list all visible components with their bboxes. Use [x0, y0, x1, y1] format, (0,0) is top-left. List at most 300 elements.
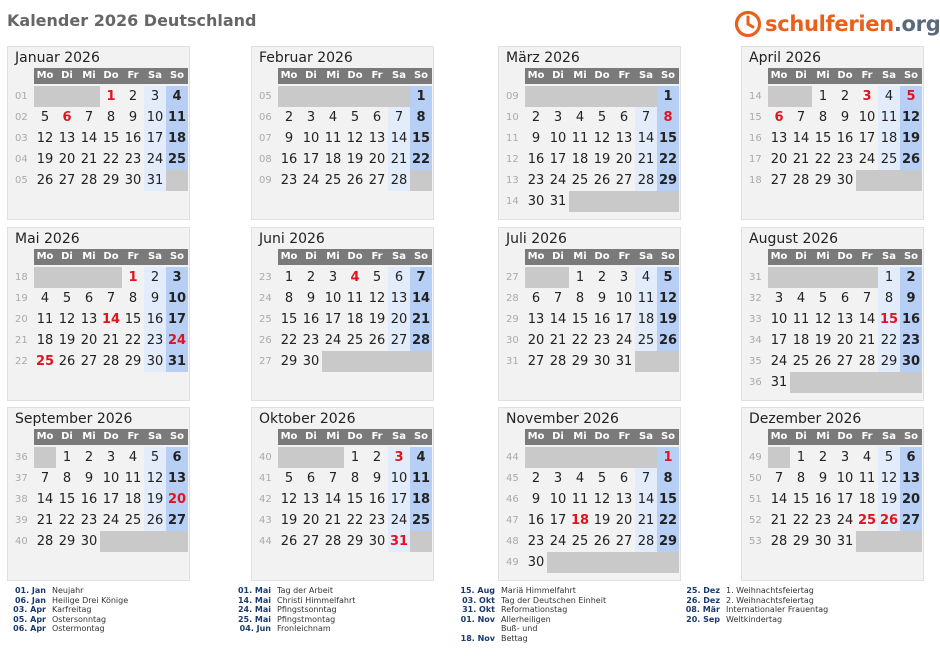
weekday-header-row	[748, 429, 922, 445]
week-row	[14, 267, 188, 288]
weekday-label: Fr	[856, 429, 878, 445]
day-cell: 11	[571, 131, 589, 146]
day-cell: 9	[306, 291, 316, 306]
legend-holiday-name: Neujahr	[52, 586, 84, 595]
day-cell: 11	[166, 107, 188, 128]
day-cell: 17	[388, 489, 410, 510]
week-number: 41	[259, 473, 272, 484]
day-cell: 26	[900, 149, 922, 170]
legend-holiday-name: Reformationstag	[501, 605, 568, 614]
day-cell: 22	[878, 330, 900, 351]
holiday-day-cell: 3	[388, 447, 410, 468]
legend-item	[235, 615, 445, 625]
day-cell: 27	[368, 173, 386, 188]
legend-holiday-name: Ostersonntag	[52, 614, 107, 624]
week-number: 43	[259, 515, 272, 526]
day-cell: 28	[635, 531, 657, 552]
holiday-day-cell: 1	[657, 447, 679, 468]
holiday-day-cell: 14	[101, 312, 121, 327]
week-number: 27	[506, 272, 519, 283]
month-day-grid	[748, 429, 922, 552]
day-cell: 8	[878, 288, 900, 309]
week-row	[748, 372, 922, 393]
month-card	[741, 407, 924, 581]
month-card	[498, 407, 681, 581]
day-cell: 7	[635, 107, 657, 128]
day-cell: 11	[410, 468, 432, 489]
weekday-label: Mi	[569, 68, 591, 84]
month-card	[251, 227, 434, 401]
day-cell: 25	[635, 330, 657, 351]
weekday-label: Mi	[812, 429, 834, 445]
day-cell: 30	[80, 534, 98, 549]
day-cell: 14	[792, 131, 810, 146]
day-cell: 21	[80, 152, 98, 167]
weekday-label: Sa	[388, 429, 410, 445]
week-row	[748, 351, 922, 372]
week-row	[505, 510, 679, 531]
week-number: 24	[259, 293, 272, 304]
day-cell: 19	[36, 152, 54, 167]
legend-date: 14. Mai	[237, 595, 271, 605]
day-cell: 2	[84, 450, 94, 465]
week-number: 40	[259, 452, 272, 463]
holiday-day-cell: 4	[350, 270, 360, 285]
day-cell: 23	[527, 534, 545, 549]
week-row	[748, 288, 922, 309]
day-cell: 3	[144, 86, 166, 107]
legend-date: 05. Apr	[13, 614, 46, 624]
day-cell: 20	[615, 152, 633, 167]
week-row	[258, 468, 432, 489]
day-cell: 18	[410, 489, 432, 510]
day-cell: 12	[814, 312, 832, 327]
day-cell: 3	[306, 110, 316, 125]
day-cell: 18	[858, 492, 876, 507]
day-cell: 29	[280, 354, 298, 369]
day-cell: 27	[80, 354, 98, 369]
week-row	[258, 107, 432, 128]
day-cell: 30	[836, 173, 854, 188]
day-cell: 15	[346, 492, 364, 507]
legend-item	[235, 586, 445, 596]
week-number: 13	[506, 175, 519, 186]
legend-item	[684, 615, 894, 625]
day-cell: 25	[166, 149, 188, 170]
weekday-label: Sa	[878, 249, 900, 265]
weekday-label: So	[900, 68, 922, 84]
weekday-label: So	[657, 249, 679, 265]
legend-column	[684, 586, 894, 624]
day-cell: 18	[635, 309, 657, 330]
day-cell: 17	[549, 513, 567, 528]
day-cell: 7	[410, 267, 432, 288]
day-cell: 15	[657, 489, 679, 510]
day-cell: 11	[878, 107, 900, 128]
weekday-label: Mo	[278, 68, 300, 84]
weekday-label: Mo	[768, 249, 790, 265]
day-cell: 24	[324, 333, 342, 348]
empty-day-block	[569, 191, 679, 212]
day-cell: 4	[796, 291, 806, 306]
weekday-label: Di	[56, 68, 78, 84]
legend-date: 08. Mär	[685, 605, 720, 614]
day-cell: 27	[836, 354, 854, 369]
weekday-label: Mi	[322, 429, 344, 445]
empty-day-block	[856, 170, 922, 191]
day-cell: 30	[900, 351, 922, 372]
day-cell: 2	[128, 89, 138, 104]
day-cell: 21	[770, 513, 788, 528]
week-row	[505, 531, 679, 552]
weekday-label: Mo	[34, 68, 56, 84]
day-cell: 16	[124, 131, 142, 146]
day-cell: 24	[549, 173, 567, 188]
legend-item	[684, 586, 894, 596]
day-cell: 22	[410, 149, 432, 170]
week-number: 45	[506, 473, 519, 484]
weekday-label: Fr	[613, 68, 635, 84]
week-number: 33	[749, 314, 762, 325]
weekday-header-row	[258, 249, 432, 265]
legend-column	[459, 586, 669, 643]
week-number: 51	[749, 494, 762, 505]
day-cell: 28	[410, 330, 432, 351]
legend-date: 15. Aug	[460, 586, 495, 595]
weekday-label: Fr	[856, 249, 878, 265]
day-cell: 2	[144, 267, 166, 288]
day-cell: 29	[657, 170, 679, 191]
day-cell: 1	[62, 450, 72, 465]
day-cell: 8	[62, 471, 72, 486]
day-cell: 25	[410, 510, 432, 531]
week-row	[258, 86, 432, 107]
week-number: 31	[506, 356, 519, 367]
day-cell: 6	[619, 110, 629, 125]
month-title: November 2026	[506, 411, 619, 427]
week-number: 27	[259, 356, 272, 367]
weekday-label: Di	[56, 249, 78, 265]
weekday-label: So	[410, 68, 432, 84]
week-number-header	[505, 429, 525, 445]
day-cell: 21	[324, 513, 342, 528]
day-cell: 13	[615, 131, 633, 146]
holiday-day-cell: 1	[128, 270, 138, 285]
week-row	[258, 447, 432, 468]
day-cell: 5	[818, 291, 828, 306]
day-cell: 2	[840, 89, 850, 104]
day-cell: 6	[840, 291, 850, 306]
day-cell: 24	[388, 510, 410, 531]
day-cell: 11	[858, 471, 876, 486]
weekday-label: Sa	[144, 429, 166, 445]
holiday-day-cell: 6	[62, 110, 72, 125]
weekday-header-row	[14, 249, 188, 265]
day-cell: 22	[102, 152, 120, 167]
day-cell: 25	[324, 173, 342, 188]
empty-day-block	[34, 447, 56, 468]
weekday-label: Mi	[569, 429, 591, 445]
day-cell: 8	[284, 291, 294, 306]
day-cell: 12	[878, 468, 900, 489]
weekday-label: Do	[344, 429, 366, 445]
day-cell: 20	[527, 333, 545, 348]
week-row	[748, 86, 922, 107]
legend-item	[459, 605, 669, 615]
day-cell: 25	[792, 354, 810, 369]
day-cell: 11	[36, 312, 54, 327]
legend-item	[459, 634, 669, 644]
week-row	[505, 288, 679, 309]
day-cell: 5	[657, 267, 679, 288]
legend-item	[459, 596, 669, 606]
day-cell: 25	[878, 149, 900, 170]
day-cell: 1	[410, 86, 432, 107]
day-cell: 10	[836, 471, 854, 486]
weekday-label: Mo	[525, 429, 547, 445]
day-cell: 7	[553, 291, 563, 306]
day-cell: 3	[328, 270, 338, 285]
weekday-label: Sa	[878, 68, 900, 84]
weekday-label: Di	[300, 68, 322, 84]
weekday-header-row	[258, 68, 432, 84]
day-cell: 7	[388, 107, 410, 128]
week-number-header	[14, 249, 34, 265]
day-cell: 12	[36, 131, 54, 146]
day-cell: 20	[615, 513, 633, 528]
day-cell: 23	[593, 333, 611, 348]
month-day-grid	[258, 68, 432, 191]
holiday-day-cell: 20	[166, 489, 188, 510]
empty-day-block	[768, 267, 878, 288]
month-title: Juli 2026	[506, 231, 567, 247]
day-cell: 29	[102, 173, 120, 188]
week-number: 18	[15, 272, 28, 283]
weekday-label: Di	[790, 429, 812, 445]
day-cell: 21	[549, 333, 567, 348]
day-cell: 11	[324, 131, 342, 146]
month-title: Januar 2026	[15, 50, 100, 66]
week-number: 48	[506, 536, 519, 547]
day-cell: 12	[900, 107, 922, 128]
legend-date: 01. Jan	[14, 586, 46, 595]
day-cell: 27	[166, 510, 188, 531]
week-number: 02	[15, 112, 28, 123]
weekday-header-row	[748, 249, 922, 265]
month-card	[741, 46, 924, 220]
legend-date: 20. Sep	[686, 614, 720, 624]
day-cell: 30	[368, 534, 386, 549]
week-row	[258, 351, 432, 372]
day-cell: 2	[597, 270, 607, 285]
weekday-label: Do	[100, 68, 122, 84]
week-number: 19	[15, 293, 28, 304]
week-number: 25	[259, 314, 272, 325]
day-cell: 3	[553, 110, 563, 125]
holiday-day-cell: 6	[774, 110, 784, 125]
day-cell: 30	[593, 354, 611, 369]
day-cell: 10	[549, 492, 567, 507]
legend-holiday-name: Karfreitag	[52, 605, 92, 614]
legend-item	[235, 596, 445, 606]
day-cell: 9	[531, 492, 541, 507]
day-cell: 11	[346, 291, 364, 306]
day-cell: 15	[280, 312, 298, 327]
day-cell: 27	[58, 173, 76, 188]
week-row	[258, 149, 432, 170]
week-row	[748, 128, 922, 149]
day-cell: 16	[527, 513, 545, 528]
holiday-day-cell: 24	[166, 330, 188, 351]
day-cell: 15	[410, 128, 432, 149]
month-title: Mai 2026	[15, 231, 80, 247]
day-cell: 27	[900, 510, 922, 531]
weekday-label: Sa	[635, 429, 657, 445]
week-row	[258, 267, 432, 288]
empty-day-block	[166, 170, 188, 191]
week-number-header	[14, 429, 34, 445]
day-cell: 15	[571, 312, 589, 327]
day-cell: 23	[900, 330, 922, 351]
week-row	[505, 351, 679, 372]
week-number: 28	[506, 293, 519, 304]
weekday-label: Mo	[768, 429, 790, 445]
day-cell: 7	[84, 110, 94, 125]
day-cell: 8	[796, 471, 806, 486]
day-cell: 20	[368, 152, 386, 167]
day-cell: 6	[531, 291, 541, 306]
day-cell: 10	[324, 291, 342, 306]
day-cell: 13	[80, 312, 98, 327]
month-card	[741, 227, 924, 401]
weekday-label: Mi	[78, 429, 100, 445]
day-cell: 23	[814, 513, 832, 528]
day-cell: 23	[124, 152, 142, 167]
day-cell: 21	[102, 333, 120, 348]
legend-column	[10, 586, 220, 634]
holiday-day-cell: 8	[657, 107, 679, 128]
day-cell: 29	[571, 354, 589, 369]
holiday-day-cell: 5	[900, 86, 922, 107]
weekday-header-row	[14, 68, 188, 84]
day-cell: 9	[84, 471, 94, 486]
week-row	[748, 447, 922, 468]
month-card	[7, 407, 190, 581]
day-cell: 14	[549, 312, 567, 327]
month-day-grid	[505, 429, 679, 573]
day-cell: 14	[410, 288, 432, 309]
weekday-header-row	[748, 68, 922, 84]
day-cell: 10	[858, 110, 876, 125]
day-cell: 11	[635, 288, 657, 309]
day-cell: 1	[878, 267, 900, 288]
day-cell: 26	[144, 510, 166, 531]
weekday-label: Mo	[278, 429, 300, 445]
day-cell: 9	[818, 471, 828, 486]
legend-column	[235, 586, 445, 634]
month-card	[251, 46, 434, 220]
day-cell: 22	[346, 513, 364, 528]
day-cell: 18	[571, 152, 589, 167]
weekday-label: Sa	[388, 249, 410, 265]
day-cell: 13	[302, 492, 320, 507]
weekday-label: Fr	[122, 429, 144, 445]
week-number: 09	[259, 175, 272, 186]
day-cell: 28	[770, 534, 788, 549]
week-number-header	[748, 68, 768, 84]
week-number: 11	[506, 133, 519, 144]
day-cell: 13	[770, 131, 788, 146]
weekday-label: Mi	[812, 68, 834, 84]
empty-day-block	[790, 372, 922, 393]
day-cell: 20	[836, 333, 854, 348]
day-cell: 23	[836, 152, 854, 167]
month-title: Dezember 2026	[749, 411, 862, 427]
day-cell: 10	[144, 107, 166, 128]
weekday-label: Mo	[34, 429, 56, 445]
week-number: 36	[749, 377, 762, 388]
day-cell: 25	[571, 534, 589, 549]
day-cell: 15	[102, 131, 120, 146]
month-title: März 2026	[506, 50, 580, 66]
weekday-label: So	[410, 429, 432, 445]
week-number: 35	[749, 356, 762, 367]
day-cell: 21	[36, 513, 54, 528]
week-number: 12	[506, 154, 519, 165]
day-cell: 17	[615, 312, 633, 327]
empty-day-block	[278, 86, 410, 107]
day-cell: 18	[166, 128, 188, 149]
day-cell: 27	[770, 173, 788, 188]
day-cell: 20	[770, 152, 788, 167]
weekday-label: Di	[547, 68, 569, 84]
month-title: Oktober 2026	[259, 411, 356, 427]
day-cell: 18	[36, 333, 54, 348]
day-cell: 19	[900, 128, 922, 149]
weekday-label: Do	[344, 249, 366, 265]
day-cell: 23	[144, 330, 166, 351]
day-cell: 8	[657, 468, 679, 489]
day-cell: 13	[166, 468, 188, 489]
weekday-label: So	[657, 68, 679, 84]
day-cell: 1	[575, 270, 585, 285]
day-cell: 10	[102, 471, 120, 486]
day-cell: 1	[818, 89, 828, 104]
day-cell: 8	[575, 291, 585, 306]
day-cell: 23	[368, 513, 386, 528]
day-cell: 4	[328, 110, 338, 125]
empty-day-block	[635, 351, 679, 372]
site-logo[interactable]	[734, 9, 940, 39]
legend-holiday-name: Pfingstsonntag	[277, 605, 337, 614]
month-day-grid	[748, 68, 922, 191]
weekday-label: Sa	[144, 249, 166, 265]
weekday-label: Mi	[322, 68, 344, 84]
week-row	[258, 128, 432, 149]
week-row	[748, 531, 922, 552]
month-card	[498, 46, 681, 220]
legend-date	[459, 624, 495, 634]
day-cell: 29	[878, 351, 900, 372]
day-cell: 4	[40, 291, 50, 306]
weekday-header-row	[258, 429, 432, 445]
day-cell: 29	[346, 534, 364, 549]
day-cell: 30	[527, 194, 545, 209]
day-cell: 16	[814, 492, 832, 507]
day-cell: 4	[575, 110, 585, 125]
week-row	[258, 330, 432, 351]
legend-item	[459, 586, 669, 596]
